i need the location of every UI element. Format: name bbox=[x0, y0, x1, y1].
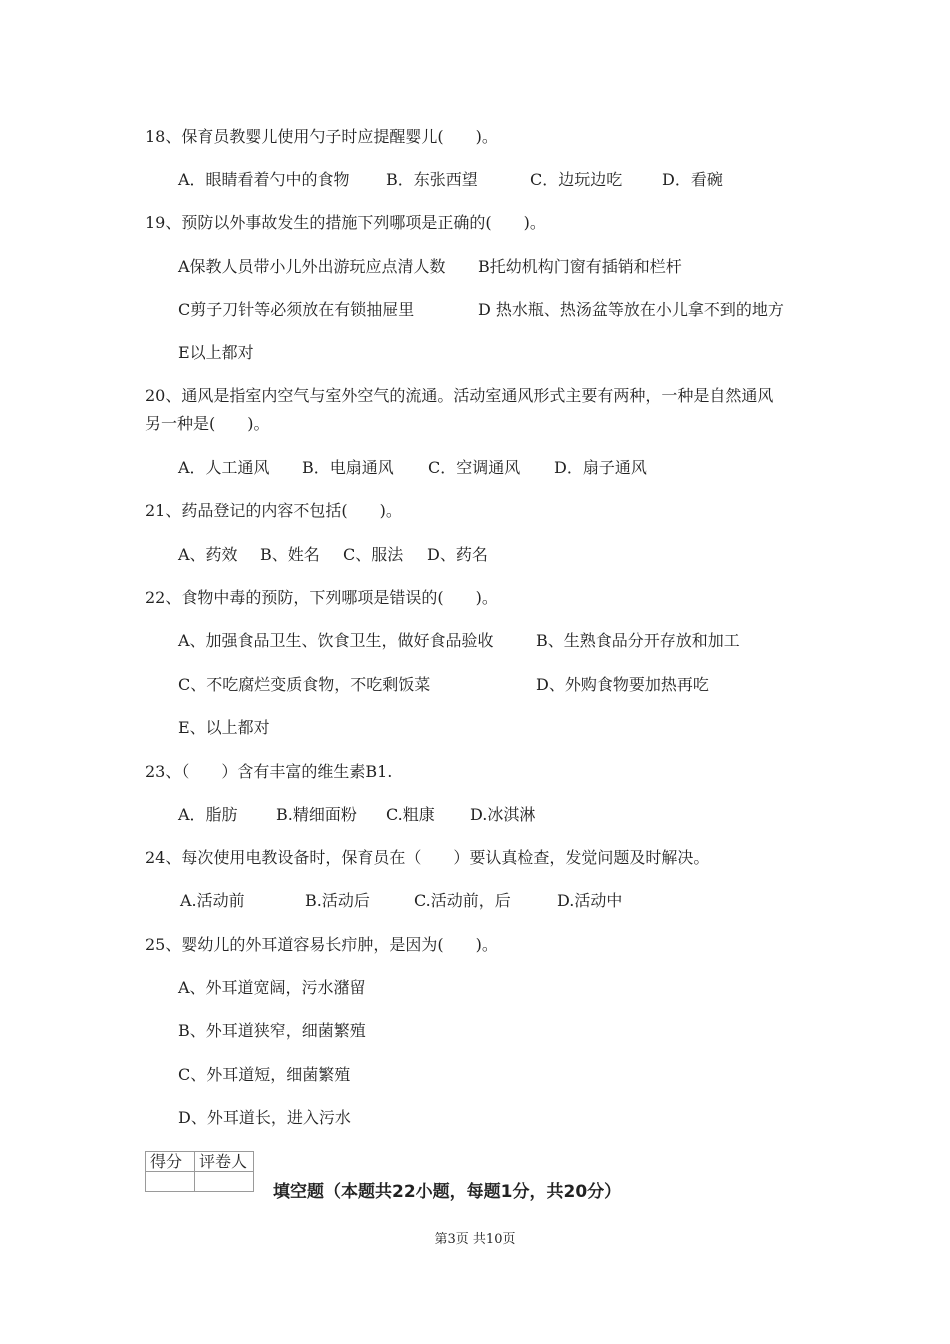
option-d: D、药名 bbox=[427, 545, 488, 564]
option-d: D 热水瓶、热汤盆等放在小儿拿不到的地方 bbox=[478, 300, 784, 319]
option-b: B．电扇通风 bbox=[302, 458, 394, 477]
grader-header: 评卷人 bbox=[195, 1152, 254, 1172]
question-stem: 21、药品登记的内容不包括( )。 bbox=[145, 501, 402, 520]
option-b: B．东张西望 bbox=[386, 170, 478, 189]
option-d: D.活动中 bbox=[557, 891, 623, 910]
option-e: E以上都对 bbox=[178, 343, 254, 362]
option-a: A．脂肪 bbox=[178, 805, 238, 824]
option-c: C、服法 bbox=[343, 545, 404, 564]
option-a: A．眼睛看着勺中的食物 bbox=[178, 170, 350, 189]
option-b: B、姓名 bbox=[260, 545, 320, 564]
option-b: B、外耳道狭窄，细菌繁殖 bbox=[178, 1021, 366, 1040]
option-a: A、加强食品卫生、饮食卫生，做好食品验收 bbox=[178, 631, 494, 650]
option-c: C、外耳道短，细菌繁殖 bbox=[178, 1065, 351, 1084]
question-stem-line-1: 20、通风是指室内空气与室外空气的流通。活动室通风形式主要有两种，一种是自然通风 bbox=[145, 386, 774, 405]
option-c: C．空调通风 bbox=[428, 458, 521, 477]
page-footer: 第3页 共10页 bbox=[434, 1232, 516, 1247]
question-stem: 23、（ ）含有丰富的维生素B1. bbox=[145, 762, 393, 781]
question-stem: 22、食物中毒的预防，下列哪项是错误的( )。 bbox=[145, 588, 498, 607]
option-a: A、药效 bbox=[178, 545, 238, 564]
option-c: C．边玩边吃 bbox=[530, 170, 623, 189]
option-c: C.粗康 bbox=[386, 805, 435, 824]
question-stem: 18、保育员教婴儿使用勺子时应提醒婴儿( )。 bbox=[145, 127, 498, 146]
option-a: A、外耳道宽阔，污水潴留 bbox=[178, 978, 366, 997]
score-table bbox=[145, 1151, 254, 1192]
option-b: B、生熟食品分开存放和加工 bbox=[536, 631, 740, 650]
option-b: B.活动后 bbox=[305, 891, 370, 910]
score-header: 得分 bbox=[146, 1152, 195, 1172]
option-d: D．看碗 bbox=[662, 170, 723, 189]
option-a: A.活动前 bbox=[180, 891, 245, 910]
option-a: A保教人员带小儿外出游玩应点清人数 bbox=[178, 257, 446, 276]
option-d: D.冰淇淋 bbox=[470, 805, 536, 824]
option-d: D、外购食物要加热再吃 bbox=[536, 675, 709, 694]
option-c: C.活动前，后 bbox=[414, 891, 511, 910]
option-c: C、不吃腐烂变质食物，不吃剩饭菜 bbox=[178, 675, 431, 694]
section-title: 填空题（本题共22小题，每题1分，共20分） bbox=[273, 1182, 622, 1202]
question-stem: 24、每次使用电教设备时，保育员在（ ）要认真检查，发觉问题及时解决。 bbox=[145, 848, 710, 867]
question-stem: 25、婴幼儿的外耳道容易长疖肿，是因为( )。 bbox=[145, 935, 498, 954]
grader-cell bbox=[195, 1172, 254, 1192]
score-cell bbox=[146, 1172, 195, 1192]
option-b: B.精细面粉 bbox=[276, 805, 357, 824]
option-d: D．扇子通风 bbox=[554, 458, 647, 477]
option-b: B托幼机构门窗有插销和栏杆 bbox=[478, 257, 682, 276]
question-stem: 19、预防以外事故发生的措施下列哪项是正确的( )。 bbox=[145, 213, 546, 232]
option-d: D、外耳道长，进入污水 bbox=[178, 1108, 351, 1127]
option-c: C剪子刀针等必须放在有锁抽屉里 bbox=[178, 300, 415, 319]
option-a: A．人工通风 bbox=[178, 458, 270, 477]
option-e: E、以上都对 bbox=[178, 718, 270, 737]
question-stem-line-2: 另一种是( )。 bbox=[145, 414, 270, 433]
